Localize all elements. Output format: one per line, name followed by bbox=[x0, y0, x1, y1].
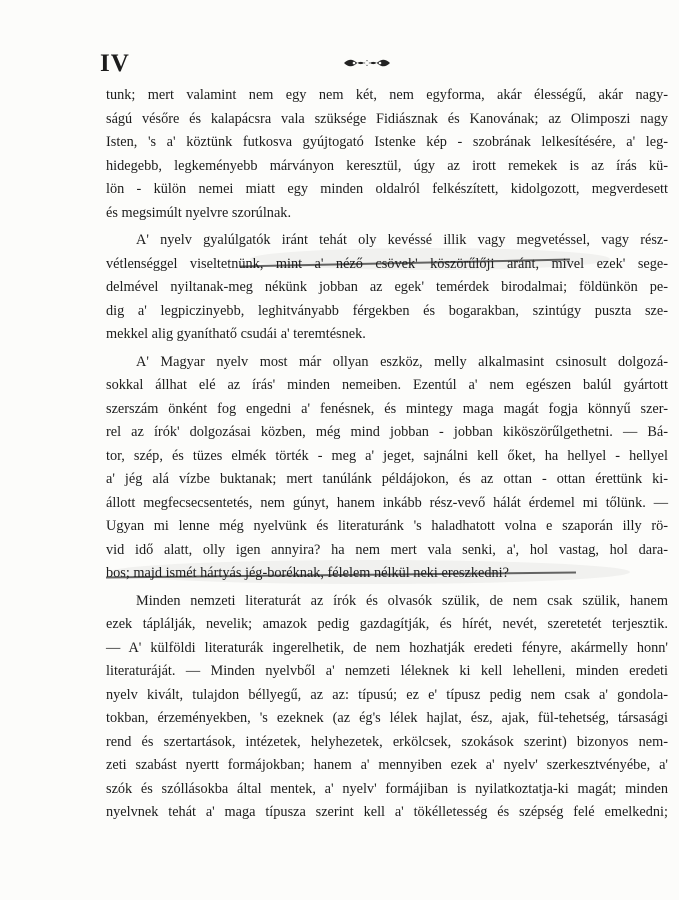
text-line: tokban, érzeményekben, 's ezeknek (az ég's lélek hajlat, ész, ajak, fül-tehetség, társasági bbox=[106, 710, 668, 726]
text-line: vid idő alatt, olly igen annyira? ha nem mert vala senki, a', hol vastag, hol dara- bbox=[106, 541, 668, 558]
text-line: literaturáját. — Minden nyelvből a' nemzeti léleknek ki kell lehelleni, minden eredeti bbox=[106, 663, 668, 679]
text-line: a' jég alá vízbe buktanak; mert tanúlánk példájokon, és az ottan - ottan érettünk ki- bbox=[106, 471, 668, 487]
text-line: A' Magyar nyelv most már ollyan eszköz, melly alkalmasint csinosult dolgozá- bbox=[136, 353, 668, 370]
text-line: ezek táplálják, nevelik; amazok pedig gazdagítják, és hírét, nevét, szeretetét terjesztik. bbox=[106, 616, 668, 632]
text-line: nyelv kivált, tulajdon béllyegű, az az: típusú; ez e' típusz pedig nem csak a' gondola- bbox=[106, 686, 668, 703]
text-line: és megsimúlt nyelvre szorúlnak. bbox=[106, 204, 292, 221]
text-line: rend és szertartások, intézetek, helyhezetek, erkölcsek, szokások szerint) bizonyos nem- bbox=[106, 733, 668, 750]
text-line: delmével nyiltanak-meg nékünk jobban az egek' temérdek birodalmai; földünkön pe- bbox=[106, 279, 668, 295]
printer-ornament-icon bbox=[342, 56, 392, 70]
text-line: sokkal állhat elé az írás' minden nemeiben. Ezentúl a' nem egészen balúl gyártott bbox=[106, 377, 668, 393]
page-number: IV bbox=[100, 50, 130, 77]
text-line: nyelvnek tehát a' maga típusza szerint kell a' tökélletesség és szépség felé emelkedni; bbox=[106, 804, 668, 820]
text-line: lön - külön nemei miatt egy minden oldalról felkészített, kidolgozott, megverdesett bbox=[106, 181, 668, 197]
text-line: mekkel alig gyaníthatő csudái a' teremtésnek. bbox=[106, 326, 366, 342]
text-line: dig a' legpiczinyebb, leghitványabb férgekben és bogarakban, szintúgy puszta sze- bbox=[106, 302, 668, 319]
text-line: tunk; mert valamint nem egy nem két, nem egyforma, akár élességű, akár nagy- bbox=[106, 87, 668, 103]
paragraph-4 bbox=[106, 590, 668, 825]
text-line: tor, szép, és tüzes elmék törték - meg a' jeget, sajnálni kell őket, ha hellyel - hellyel bbox=[106, 447, 668, 464]
text-line: rel az írók' dolgozásai közben, még mind jobban - jobban kiköszörűlgethetni. — Bá- bbox=[106, 424, 668, 440]
text-line: szerszám önként fog engedni a' fenésnek, és mintegy maga magát fogja könnyű szer- bbox=[106, 400, 668, 417]
text-line: ságú vésőre és kalapácsra vala szüksége Fidiásznak és Kanovának; az Olimposzi nagy bbox=[106, 110, 668, 127]
text-line: hidegebb, legkeményebb márványon keresztül, úgy az irott remekek is az írás kü- bbox=[106, 157, 668, 174]
paragraph-2 bbox=[106, 229, 668, 347]
text-line: Isten, 's a' köztünk futkosva gyújtogató Istenke kép - szobrának lelkesítésére, a' leg- bbox=[106, 134, 668, 150]
paragraph-1 bbox=[106, 84, 668, 225]
text-line: zeti szabást nyertt formájokban; hanem a' mennyiben ezek a' nyelv' szerkesztvényébe, a' bbox=[106, 757, 668, 773]
body-text bbox=[106, 84, 668, 825]
text-line: — A' külföldi literaturák ingerelhetik, de nem hozhatják eredeti fényre, akármelly honn' bbox=[106, 639, 668, 656]
text-line: vétlenséggel viseltetnünk, mint a' néző csövek' köszörűlőji aránt, mivel ezek' sege- bbox=[106, 255, 668, 272]
text-line: Ugyan mi lenne még nyelvünk és literaturánk 's haladhatott volna e szaporán illy rö- bbox=[106, 518, 668, 534]
text-line: szók és szóllásokba által mentek, a' nyelv' formájiban is nyilatkoztatja-ki magát; minden bbox=[106, 780, 668, 797]
text-line: A' nyelv gyalúlgatók iránt tehát oly kevéssé illik vagy megvetéssel, vagy rész- bbox=[136, 232, 668, 248]
text-line: Minden nemzeti literaturát az írók és olvasók szülik, de nem csak szülik, hanem bbox=[136, 592, 668, 609]
text-line: bos; majd ismét hártyás jég-boréknak, félelem nélkül neki ereszkedni? bbox=[106, 565, 509, 581]
paragraph-3 bbox=[106, 351, 668, 586]
text-line: állott megfecsecsentetés, nem gúnyt, hanem inkább rész-vevő hálát érdemel mi tőlünk. — bbox=[106, 494, 668, 511]
